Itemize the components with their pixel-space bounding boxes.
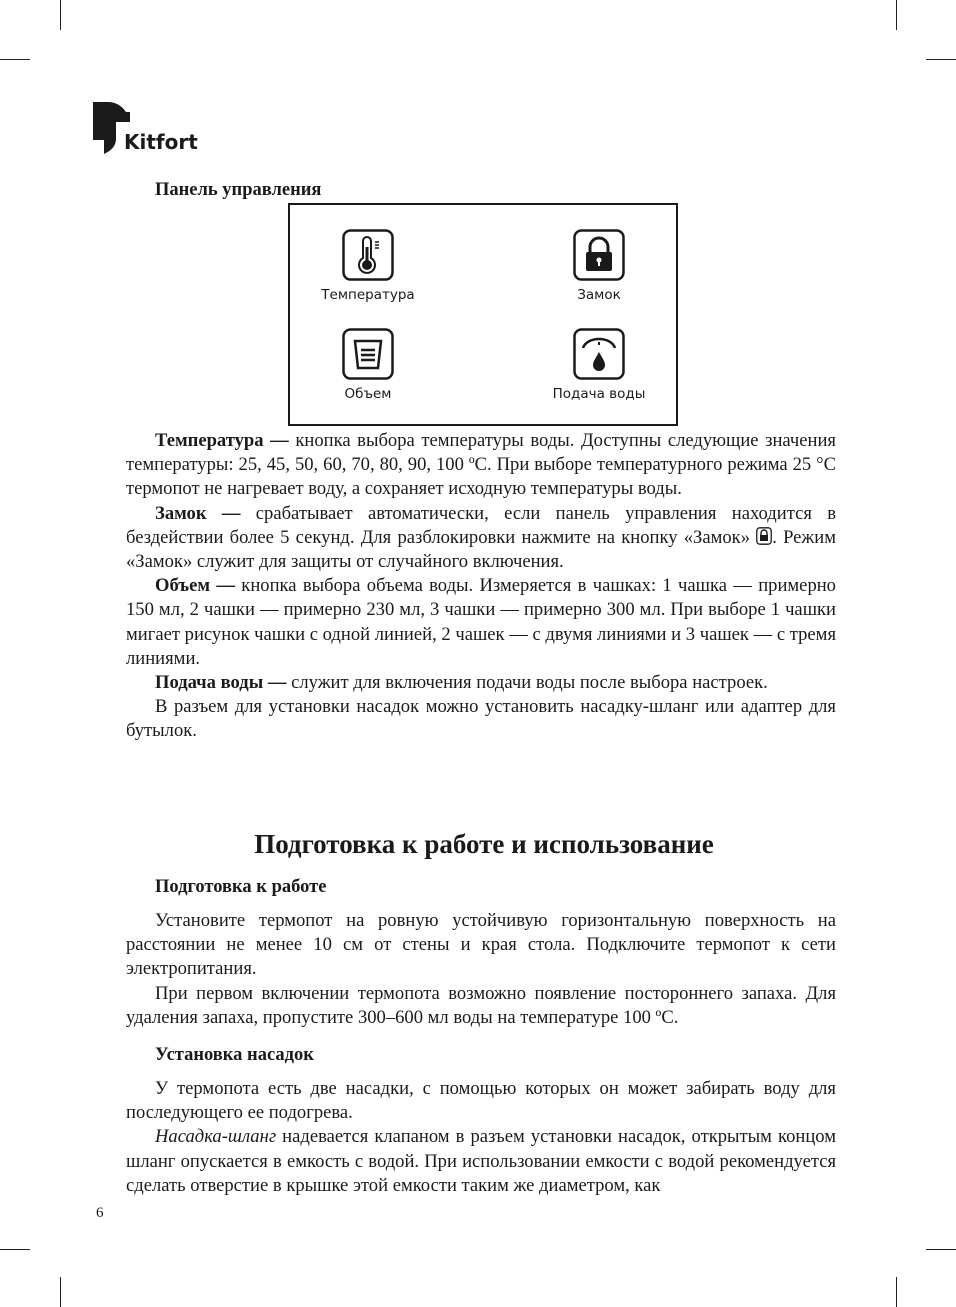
water-drop-icon (573, 328, 625, 380)
term: Замок — (155, 502, 241, 524)
control-descriptions (126, 429, 836, 744)
crop-mark (896, 1277, 897, 1307)
water-supply-button (509, 328, 689, 402)
attachments-text (126, 1077, 836, 1198)
crop-mark (926, 1249, 956, 1250)
lock-button (509, 229, 689, 303)
crop-mark (60, 0, 61, 30)
brand-name: Kitfort (124, 130, 198, 154)
hose-term: Насадка-шланг (155, 1126, 277, 1148)
lock-label: Замок (577, 287, 621, 303)
crop-mark (896, 0, 897, 30)
volume-label: Объем (344, 386, 392, 402)
crop-mark (0, 1249, 30, 1250)
water-supply-label: Подача воды (552, 386, 646, 402)
volume-button (278, 328, 458, 402)
cup-icon (342, 328, 394, 380)
thermometer-icon (342, 229, 394, 281)
attachments-heading: Установка насадок (155, 1045, 314, 1065)
term: Подача воды — (155, 672, 287, 694)
section-title: Подготовка к работе и использование (254, 829, 714, 859)
connector-description: В разъем для установки насадок можно установить насадку-шланг или адаптер для бутылок. (126, 696, 836, 742)
term: Объем — (155, 575, 235, 597)
page-number: 6 (96, 1205, 104, 1221)
term: Температура — (155, 430, 289, 451)
crop-mark (0, 59, 30, 60)
temperature-description: Температура — кнопка выбора температуры воды. Доступны следующие значения температуры: 25, 45, 50, 60, 70, 80, 90, 100 ºС. При выборе температурного режима 25 °С термопот не нагревает воду, а сохраняет исходную температуры воды. (126, 430, 836, 500)
temperature-label: Температура (321, 287, 415, 303)
lock-description: Замок — срабатывает автоматически, если панель управления находится в бездействии более 5 секунд. Для разблокировки нажмите на кнопку «Замок» . Режим «Замок» служит для защиты от случайного включения. (126, 502, 836, 573)
attachments-paragraph-2: Насадка-шланг надевается клапаном в разъем установки насадок, открытым концом шланг опускается в емкость с водой. При использовании емкости с водой рекомендуется сделать отверстие в крышке этой емкости таким же диаметром, как (126, 1126, 836, 1196)
control-panel-diagram (288, 203, 678, 426)
crop-mark (60, 1277, 61, 1307)
volume-description: Объем — кнопка выбора объема воды. Измеряется в чашках: 1 чашка — примерно 150 мл, 2 чашки — примерно 230 мл, 3 чашки — примерно 300 мл. При выборе 1 чашки мигает рисунок чашки с одной линией, 2 чашек — с двумя линиями и 3 чашек — с тремя линиями. (126, 575, 836, 669)
temperature-button (278, 229, 458, 303)
prep-paragraph-1: Установите термопот на ровную устойчивую горизонтальную поверхность на расстоянии не менее 10 см от стены и края стола. Подключите термопот к сети электропитания. (126, 910, 836, 980)
attachments-paragraph-1: У термопота есть две насадки, с помощью которых он может забирать воду для последующего ее подогрева. (126, 1078, 836, 1124)
crop-mark (926, 59, 956, 60)
water-supply-description: Подача воды — служит для включения подачи воды после выбора настроек. (155, 672, 768, 694)
control-panel-heading: Панель управления (155, 180, 322, 200)
prep-heading: Подготовка к работе (155, 877, 327, 897)
lock-icon (756, 527, 772, 545)
prep-paragraph-2: При первом включении термопота возможно появление постороннего запаха. Для удаления запаха, пропустите 300–600 мл воды на температуре 100 ºС. (126, 982, 836, 1028)
prep-text (126, 909, 836, 1030)
lock-icon (573, 229, 625, 281)
